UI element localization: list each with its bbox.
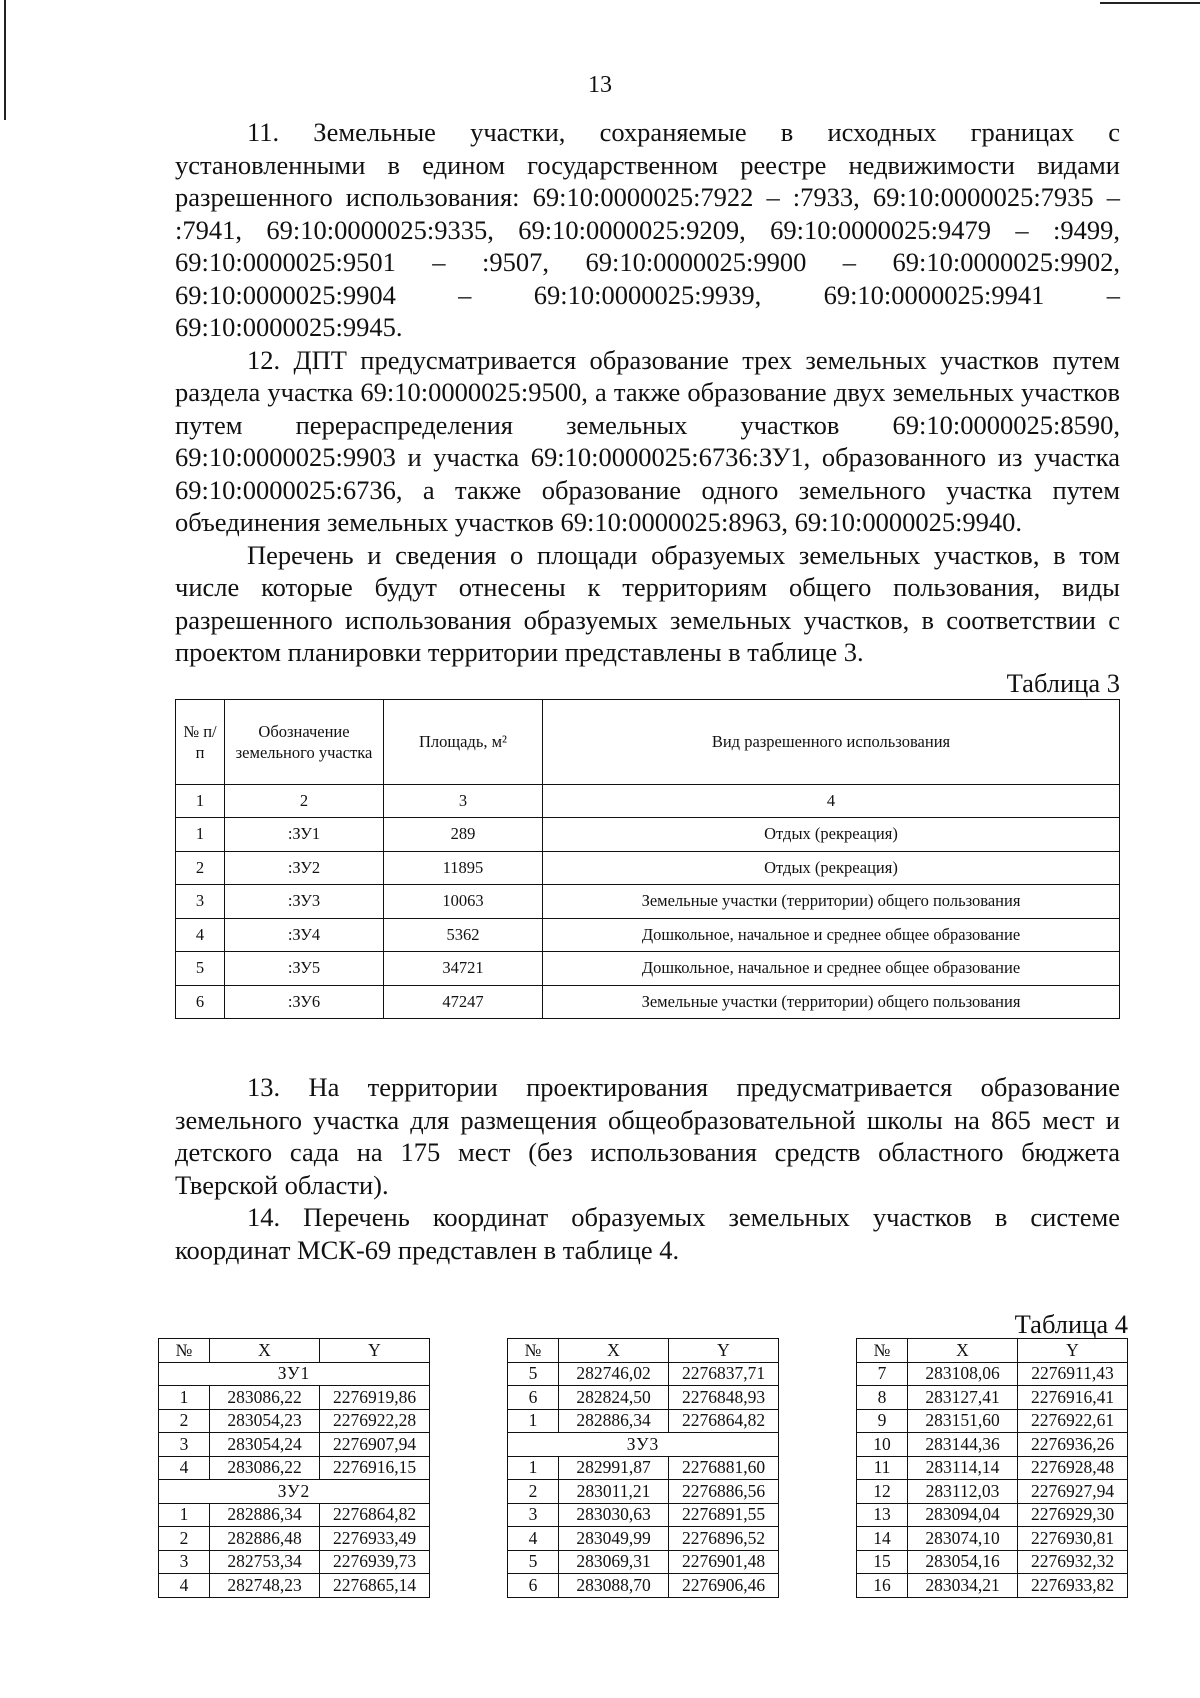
paragraph-table3-intro: Перечень и сведения о площади образуемых земельных участков, в том числе которые будут отнесены к территориям общего пользования, виды разрешенного использования образуемых земельных участков, в соответствии с проектом планировки территории представлены в таблице 3.	[175, 539, 1120, 667]
table4-cell: 2276864,82	[320, 1503, 430, 1527]
table4-group-label: ЗУ3	[508, 1433, 779, 1457]
table4-cell: 2276922,61	[1018, 1409, 1128, 1433]
table4-cell: 2276922,28	[320, 1409, 430, 1433]
table4-cell: 283030,63	[559, 1503, 669, 1527]
table4-cell: 2276928,48	[1018, 1456, 1128, 1480]
table-row	[508, 1386, 779, 1410]
table4-header-cell: Y	[1018, 1339, 1128, 1363]
table4-header-cell: X	[908, 1339, 1018, 1363]
table3-cell: Земельные участки (территории) общего пользования	[543, 885, 1120, 919]
table-row	[508, 1456, 779, 1480]
table4-cell: 283094,04	[908, 1503, 1018, 1527]
table4-cell: 3	[159, 1550, 210, 1574]
table3-cell: Дошкольное, начальное и среднее общее образование	[543, 918, 1120, 952]
table4-cell: 283086,22	[210, 1456, 320, 1480]
table-row	[508, 1503, 779, 1527]
table4-cell: 2276919,86	[320, 1386, 430, 1410]
table4-cell: 283054,24	[210, 1433, 320, 1457]
table3-cell: Отдых (рекреация)	[543, 851, 1120, 885]
table4-header-cell: Y	[669, 1339, 779, 1363]
table3-column-number: 3	[384, 784, 543, 818]
table4-cell: 2	[159, 1527, 210, 1551]
table4-header-row	[159, 1339, 430, 1363]
table4-cell: 283114,14	[908, 1456, 1018, 1480]
table3-cell: :ЗУ2	[225, 851, 384, 885]
table3-cell: Земельные участки (территории) общего пользования	[543, 985, 1120, 1019]
table4-cell: 2276896,52	[669, 1527, 779, 1551]
table4-cell: 2276916,15	[320, 1456, 430, 1480]
table3-cell: 5362	[384, 918, 543, 952]
table4-cell: 2276930,81	[1018, 1527, 1128, 1551]
table4-cell: 282886,34	[210, 1503, 320, 1527]
table3-cell: Отдых (рекреация)	[543, 818, 1120, 852]
table4-cell: 6	[508, 1386, 559, 1410]
table3-cell: 289	[384, 818, 543, 852]
paragraph-11: 11. Земельные участки, сохраняемые в исходных границах с установленными в едином государственном реестре недвижимости видами разрешенного использования: 69:10:0000025:7922 – :7933, 69:10:0000025:7935 – :7941, 69:10:0000025:9335, 69:10:0000025:9209, 69:10:0000025:9479 – :9499, 69:10:0000025:9501 – :9507, 69:10:0000025:9900 – 69:10:0000025:9902, 69:10:0000025:9904 – 69:10:0000025:9939, 69:10:0000025:9941 – 69:10:0000025:9945.	[175, 117, 1120, 342]
table-row	[176, 918, 1120, 952]
table-row	[857, 1527, 1128, 1551]
table4-cell: 14	[857, 1527, 908, 1551]
table-row	[159, 1527, 430, 1551]
table4-grid	[158, 1338, 1128, 1598]
table4-cell: 282746,02	[559, 1362, 669, 1386]
table4-cell: 283069,31	[559, 1550, 669, 1574]
table4-cell: 2276901,48	[669, 1550, 779, 1574]
table4-cell: 283011,21	[559, 1480, 669, 1504]
table3-cell: 34721	[384, 952, 543, 986]
table4-cell: 5	[508, 1550, 559, 1574]
table4-cell: 4	[508, 1527, 559, 1551]
table4-cell: 8	[857, 1386, 908, 1410]
table4-cell: 282886,48	[210, 1527, 320, 1551]
table-row	[159, 1550, 430, 1574]
paragraph-12: 12. ДПТ предусматривается образование трех земельных участков путем раздела участка 69:10:0000025:9500, а также образование двух земельных участков путем перераспределения земельных участков 69:10:0000025:8590, 69:10:0000025:9903 и участка 69:10:0000025:6736:ЗУ1, образованного из участка 69:10:0000025:6736, а также образование одного земельного участка путем объединения земельных участков 69:10:0000025:8963, 69:10:0000025:9940.	[175, 344, 1120, 537]
table4-block	[856, 1338, 1128, 1598]
table-row	[159, 1503, 430, 1527]
table4-cell: 2276932,32	[1018, 1550, 1128, 1574]
table-row	[857, 1574, 1128, 1598]
table4-cell: 283086,22	[210, 1386, 320, 1410]
table4-cell: 4	[159, 1574, 210, 1598]
table3-column-number: 4	[543, 784, 1120, 818]
table4-group-row	[159, 1362, 430, 1386]
table3-column-number: 2	[225, 784, 384, 818]
table4-cell: 283074,10	[908, 1527, 1018, 1551]
table4-cell: 9	[857, 1409, 908, 1433]
table-row	[857, 1503, 1128, 1527]
table4-cell: 2276933,49	[320, 1527, 430, 1551]
table3-cell: 2	[176, 851, 225, 885]
table4-cell: 2276906,46	[669, 1574, 779, 1598]
table-row	[508, 1409, 779, 1433]
table-row	[508, 1574, 779, 1598]
table4-cell: 6	[508, 1574, 559, 1598]
table-row	[159, 1409, 430, 1433]
table4-cell: 1	[159, 1503, 210, 1527]
table3-column-numbers-row	[176, 784, 1120, 818]
table4-cell: 3	[508, 1503, 559, 1527]
table3-cell: :ЗУ1	[225, 818, 384, 852]
table4-cell: 2276929,30	[1018, 1503, 1128, 1527]
table3-header-cell: Площадь, м²	[384, 699, 543, 784]
table4-cell: 2276886,56	[669, 1480, 779, 1504]
table4-group-row	[508, 1433, 779, 1457]
table4-cell: 2276881,60	[669, 1456, 779, 1480]
table4-cell: 2	[508, 1480, 559, 1504]
table4-header-cell: X	[210, 1339, 320, 1363]
table4-cell: 2276907,94	[320, 1433, 430, 1457]
table4-cell: 2276837,71	[669, 1362, 779, 1386]
table4-cell: 13	[857, 1503, 908, 1527]
table4-cell: 15	[857, 1550, 908, 1574]
table-row	[176, 952, 1120, 986]
table-row	[857, 1480, 1128, 1504]
table4-header-cell: №	[508, 1339, 559, 1363]
table-row	[176, 885, 1120, 919]
table4-cell: 283151,60	[908, 1409, 1018, 1433]
table3-cell: 10063	[384, 885, 543, 919]
table-row	[159, 1433, 430, 1457]
table-row	[857, 1409, 1128, 1433]
table4-cell: 3	[159, 1433, 210, 1457]
table4-cell: 1	[159, 1386, 210, 1410]
table4-cell: 4	[159, 1456, 210, 1480]
table4-header-row	[857, 1339, 1128, 1363]
table3-cell: 6	[176, 985, 225, 1019]
table3-header-cell: Вид разрешенного использования	[543, 699, 1120, 784]
table4-header-cell: X	[559, 1339, 669, 1363]
table4-cell: 11	[857, 1456, 908, 1480]
table4-cell: 5	[508, 1362, 559, 1386]
table-row	[857, 1386, 1128, 1410]
page-number: 13	[588, 72, 612, 98]
table4-group-label: ЗУ2	[159, 1480, 430, 1504]
paragraph-13: 13. На территории проектирования предусматривается образование земельного участка для размещения общеобразовательной школы на 865 мест и детского сада на 175 мест (без использования средств областного бюджета Тверской области).	[175, 1072, 1120, 1200]
table4-cell: 282886,34	[559, 1409, 669, 1433]
table-row	[159, 1386, 430, 1410]
table3-column-number: 1	[176, 784, 225, 818]
table3-header-cell: Обозначение земельного участка	[225, 699, 384, 784]
table4-cell: 283127,41	[908, 1386, 1018, 1410]
table4-cell: 1	[508, 1409, 559, 1433]
table3-cell: :ЗУ4	[225, 918, 384, 952]
table-3	[175, 699, 1120, 1020]
table-row	[857, 1456, 1128, 1480]
table4-group-row	[159, 1480, 430, 1504]
table4-block	[158, 1338, 430, 1598]
table4-cell: 283108,06	[908, 1362, 1018, 1386]
table3-cell: 47247	[384, 985, 543, 1019]
table4-cell: 283049,99	[559, 1527, 669, 1551]
table-row	[508, 1550, 779, 1574]
table4-cell: 2276939,73	[320, 1550, 430, 1574]
table4-cell: 2276916,41	[1018, 1386, 1128, 1410]
scan-edge-top	[1100, 2, 1200, 4]
table3-header-row	[176, 699, 1120, 784]
table-row	[857, 1433, 1128, 1457]
table-row	[508, 1527, 779, 1551]
table4-cell: 282748,23	[210, 1574, 320, 1598]
table3-caption: Таблица 3	[1006, 667, 1120, 698]
table4-cell: 10	[857, 1433, 908, 1457]
table4-cell: 2	[159, 1409, 210, 1433]
table4-cell: 282824,50	[559, 1386, 669, 1410]
table3-cell: 11895	[384, 851, 543, 885]
table4-header-cell: №	[159, 1339, 210, 1363]
table-row	[176, 818, 1120, 852]
table4-cell: 2276848,93	[669, 1386, 779, 1410]
table-row	[508, 1362, 779, 1386]
table4-cell: 283054,16	[908, 1550, 1018, 1574]
document-body	[175, 116, 1120, 1266]
table-row	[508, 1480, 779, 1504]
table4-cell: 2276927,94	[1018, 1480, 1128, 1504]
table4-block	[507, 1338, 779, 1598]
table-row	[857, 1550, 1128, 1574]
table4-cell: 12	[857, 1480, 908, 1504]
table4-cell: 2276911,43	[1018, 1362, 1128, 1386]
table-row	[159, 1574, 430, 1598]
table4-group-label: ЗУ1	[159, 1362, 430, 1386]
table4-cell: 7	[857, 1362, 908, 1386]
table4-cell: 2276936,26	[1018, 1433, 1128, 1457]
table-row	[159, 1456, 430, 1480]
table4-cell: 2276865,14	[320, 1574, 430, 1598]
table4-header-row	[508, 1339, 779, 1363]
table4-cell: 283054,23	[210, 1409, 320, 1433]
table3-cell: :ЗУ6	[225, 985, 384, 1019]
scan-edge-left	[4, 0, 6, 120]
table4-header-cell: №	[857, 1339, 908, 1363]
table3-cell: 5	[176, 952, 225, 986]
table4-cell: 283088,70	[559, 1574, 669, 1598]
paragraph-14: 14. Перечень координат образуемых земельных участков в системе координат МСК-69 представлен в таблице 4.	[175, 1202, 1120, 1265]
table4-cell: 2276891,55	[669, 1503, 779, 1527]
table4-cell: 283112,03	[908, 1480, 1018, 1504]
table3-cell: 3	[176, 885, 225, 919]
table4-caption: Таблица 4	[1014, 1309, 1128, 1339]
table4-cell: 16	[857, 1574, 908, 1598]
table3-header-cell: № п/п	[176, 699, 225, 784]
table3-cell: :ЗУ3	[225, 885, 384, 919]
table-row	[857, 1362, 1128, 1386]
table4-header-cell: Y	[320, 1339, 430, 1363]
table4-cell: 2276933,82	[1018, 1574, 1128, 1598]
table3-cell: 4	[176, 918, 225, 952]
table4-cell: 2276864,82	[669, 1409, 779, 1433]
table3-cell: :ЗУ5	[225, 952, 384, 986]
table4-cell: 282991,87	[559, 1456, 669, 1480]
table3-cell: 1	[176, 818, 225, 852]
table4-cell: 283144,36	[908, 1433, 1018, 1457]
table3-cell: Дошкольное, начальное и среднее общее образование	[543, 952, 1120, 986]
table4-cell: 1	[508, 1456, 559, 1480]
table-row	[176, 851, 1120, 885]
table-row	[176, 985, 1120, 1019]
table4-cell: 282753,34	[210, 1550, 320, 1574]
table4-section	[158, 1310, 1128, 1598]
table4-cell: 283034,21	[908, 1574, 1018, 1598]
